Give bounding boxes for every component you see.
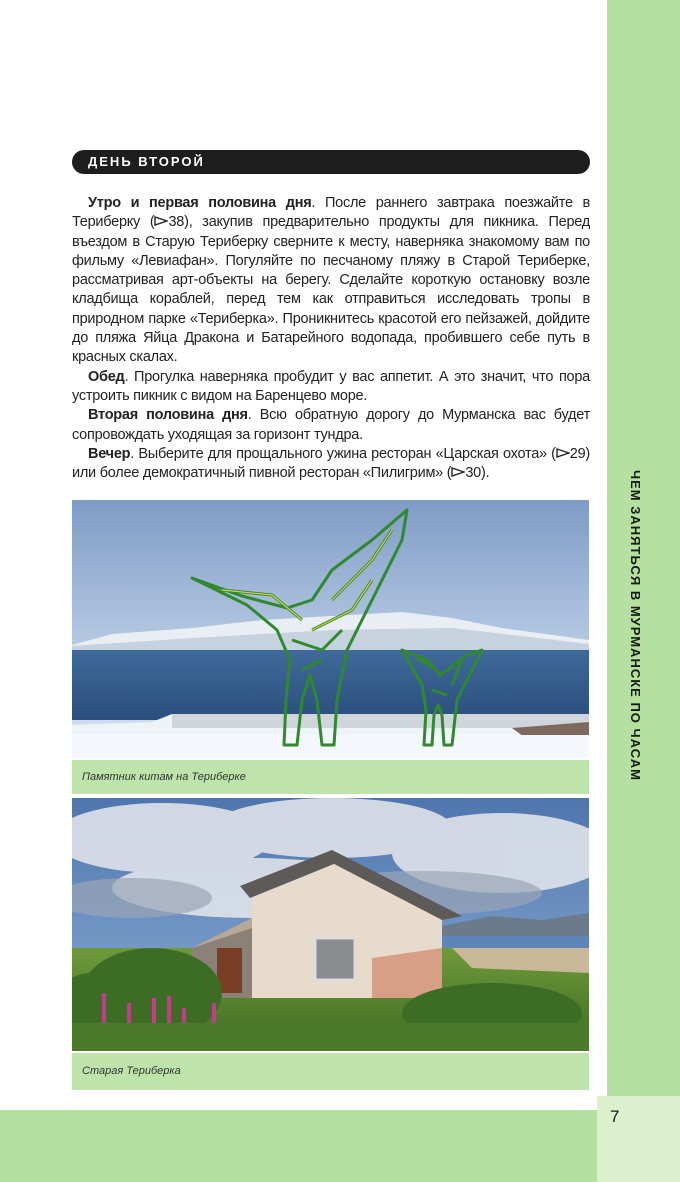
sidebar-strip	[607, 0, 680, 1096]
arrow-ref-icon	[556, 448, 570, 458]
old-house-photo	[72, 798, 589, 1051]
photo-caption: Старая Териберка	[72, 1053, 589, 1090]
paragraph-afternoon	[72, 406, 590, 445]
paragraph-lead: Утро и первая половина дня	[88, 195, 312, 211]
page-ref: 29	[569, 445, 586, 462]
paragraph-text: . Выберите для прощального ужина ресторан «Царская охота» (	[130, 445, 556, 462]
page-ref: 30	[465, 465, 481, 482]
whale-tails-photo	[72, 500, 589, 758]
arrow-ref-icon	[451, 467, 465, 477]
photo-caption: Памятник китам на Териберке	[72, 760, 589, 794]
paragraph-text: . Всю обратную дорогу до Мурманска вас будет сопровождать уходящая за горизонт тундра.	[72, 407, 590, 443]
paragraph-lead: Обед	[88, 368, 125, 385]
section-header: ДЕНЬ ВТОРОЙ	[72, 150, 590, 174]
paragraph-text: ) или более демократичный пивной ресторан «Пилигрим» (	[72, 445, 590, 482]
paragraph-lead: Вторая половина дня	[88, 407, 248, 424]
paragraph-text: ).	[481, 465, 490, 482]
page-ref: 38	[168, 214, 185, 231]
page-number: 7	[610, 1107, 620, 1126]
sidebar-title: ЧЕМ ЗАНЯТЬСЯ В МУРМАНСКЕ ПО ЧАСАМ	[628, 470, 643, 781]
arrow-ref-icon	[154, 216, 168, 226]
paragraph-lunch	[72, 368, 590, 407]
paragraph-text: . Прогулка наверняка пробудит у вас аппетит. А это значит, что пора устроить пикник с видом на Баренцево море.	[72, 368, 590, 404]
paragraph-morning	[72, 194, 590, 368]
footer-band	[0, 1110, 597, 1182]
paragraph-text: . После раннего завтрака поезжайте в Териберку (	[72, 195, 591, 231]
body-text	[72, 194, 590, 483]
paragraph-evening	[72, 445, 590, 484]
paragraph-text: ), закупив предварительно продукты для пикника. Перед въездом в Старую Териберку сверните к месту, наверняка знакомому вам по фильму «Левиафан». Погуляйте по песчаному пляжу в Старой Териберке, рассматривая арт-объекты на берегу. Сделайте короткую остановку возле кладбища кораблей, перед тем как отправиться исследовать тропы в природном парке «Териберка». Проникнитесь красотой его пейзажей, дойдите до пляжа Яйца Дракона и Батарейного водопада, пробившего себе путь в красных скалах.	[72, 214, 591, 366]
paragraph-lead: Вечер	[88, 445, 131, 462]
